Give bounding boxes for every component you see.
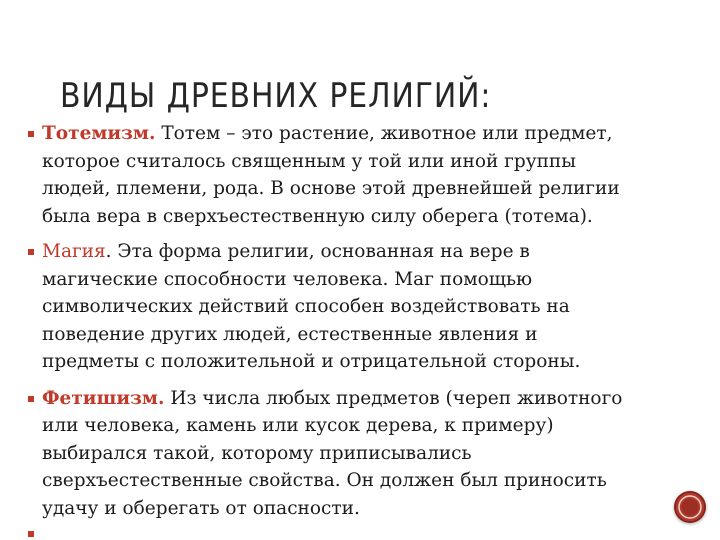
term-totemism: Тотемизм. — [42, 123, 156, 144]
item-text: Тотем – это растение, животное или предмет, — [155, 123, 613, 144]
term-fetishism: Фетишизм. — [42, 387, 165, 409]
list-item-totemism — [22, 120, 692, 230]
item-line: которое считалось священным у той или иной группы — [42, 150, 576, 172]
empty-square-bullet-icon — [28, 531, 34, 537]
item-line — [42, 238, 692, 266]
list-item-magic — [22, 238, 692, 376]
nav-circle-button[interactable] — [674, 491, 706, 523]
item-line: предметы с положительной и отрицательной стороны. — [42, 351, 581, 372]
item-line: выбирался такой, которому приписывались — [42, 442, 472, 464]
item-line: сверхъестественные свойства. Он должен был приносить — [42, 470, 607, 491]
item-line: удачу и оберегать от опасности. — [42, 497, 360, 519]
bullet-list — [22, 120, 692, 530]
item-line: поведение других людей, естественные явления и — [42, 323, 538, 345]
item-text: . Эта форма религии, основанная на вере в — [105, 241, 530, 262]
item-line — [42, 120, 692, 148]
list-item-fetishism — [22, 385, 692, 523]
square-bullet-icon — [28, 396, 34, 402]
item-line: людей, племени, рода. В основе этой древнейшей религии — [42, 178, 620, 199]
circle-button-icon — [674, 491, 706, 523]
item-line: была вера в сверхъестественную силу оберега (тотема). — [42, 205, 593, 227]
term-magic: Магия — [42, 241, 106, 262]
square-bullet-icon — [28, 249, 34, 255]
item-line — [42, 385, 692, 413]
item-line: или человека, камень или кусок дерева, к примеру) — [42, 415, 554, 436]
item-text: Из числа любых предметов (череп животного — [164, 387, 623, 409]
slide-title: ВИДЫ ДРЕВНИХ РЕЛИГИЙ: — [60, 76, 492, 116]
item-line: магические способности человека. Маг помощью — [42, 268, 533, 290]
item-line: символических действий способен воздействовать на — [42, 296, 570, 317]
square-bullet-icon — [28, 131, 34, 137]
